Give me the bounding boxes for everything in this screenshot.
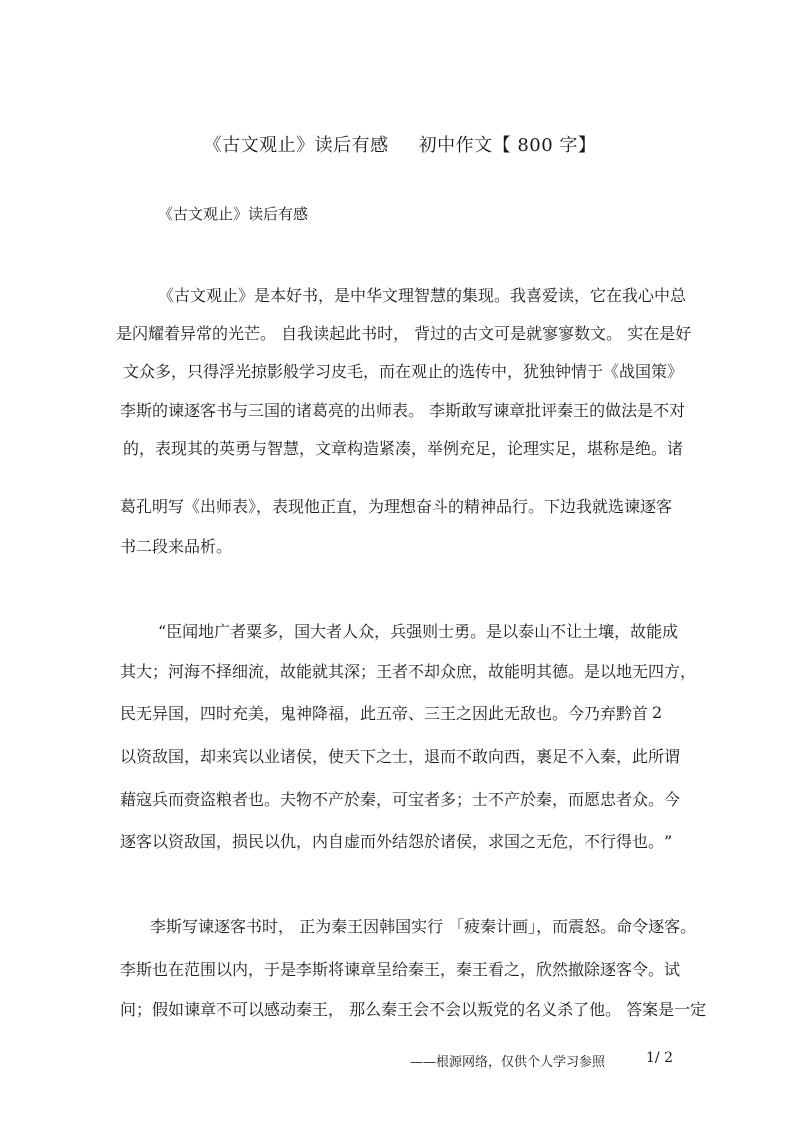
- paragraph1-line: 是闪耀着异常的光芒。 自我读起此书时， 背过的古文可是就寥寥数文。 实在是好: [116, 324, 692, 343]
- footer-note: ——根源网络，仅供个人学习参照: [410, 1055, 606, 1070]
- paragraph2-line: “臣闻地广者粟多，国大者人众，兵强则士勇。是以泰山不让土壤，故能成: [158, 622, 679, 641]
- document-title: [0, 131, 800, 157]
- paragraph3-line: 李斯也在范围以内，于是李斯将谏章呈给秦王，秦王看之，欣然撤除逐客令。试: [120, 960, 681, 979]
- paragraph2-line: 其大；河海不择细流，故能就其深；王者不却众庶，故能明其德。是以地无四方，: [120, 662, 697, 681]
- paragraph2-line: 民无异国，四时充美，鬼神降福，此五帝、三王之因此无敌也。今乃弃黔首: [120, 704, 649, 723]
- paragraph3-line: 问；假如谏章不可以感动秦王， 那么秦王会不会以叛党的名义杀了他。 答案是一定: [120, 1000, 707, 1019]
- paragraph3-line: 李斯写谏逐客书时， 正为秦王因韩国实行 「疲秦计画」，而震怒。命令逐客。: [150, 917, 697, 936]
- paragraph2-line: 逐客以资敌国，损民以仇，内自虚而外结怨於诸侯，求国之无危，不行得也。: [120, 832, 665, 851]
- paragraph1-line: 葛孔明写《出师表》，表现他正直，为理想奋斗的精神品行。下边我就选谏逐客: [120, 497, 673, 516]
- paragraph2-line: 藉寇兵而赍盗粮者也。夫物不产於秦，可宝者多；士不产於秦，而愿忠者众。今: [120, 790, 681, 809]
- paragraph1-line: 《古文观止》是本好书，是中华文理智慧的集现。我喜爱读，它在我心中总: [158, 286, 687, 305]
- page-indicator: 1/ 2: [646, 1050, 673, 1066]
- paragraph1-line: 书二段来品析。: [120, 537, 233, 556]
- subtitle: 《古文观止》读后有感: [158, 205, 309, 223]
- margin-number: 2: [652, 703, 663, 722]
- title-category: 初中作文【 800 字】: [418, 135, 597, 156]
- closing-quote: ”: [664, 832, 673, 851]
- paragraph1-line: 李斯的谏逐客书与三国的诸葛亮的出师表。 李斯敢写谏章批评秦王的做法是不对: [120, 401, 686, 420]
- paragraph1-line: 的，表现其的英勇与智慧，文章构造紧凑，举例充足，论理实足，堪称是绝。诸: [123, 439, 684, 458]
- paragraph2-line: 以资敌国，却来宾以业诸侯，使天下之士，退而不敢向西，裹足不入秦，此所谓: [120, 747, 681, 766]
- title-main: 《古文观止》读后有感: [203, 135, 389, 156]
- paragraph1-line: 文众多，只得浮光掠影般学习皮毛，而在观止的选传中，犹独钟情于《战国策》: [123, 362, 684, 381]
